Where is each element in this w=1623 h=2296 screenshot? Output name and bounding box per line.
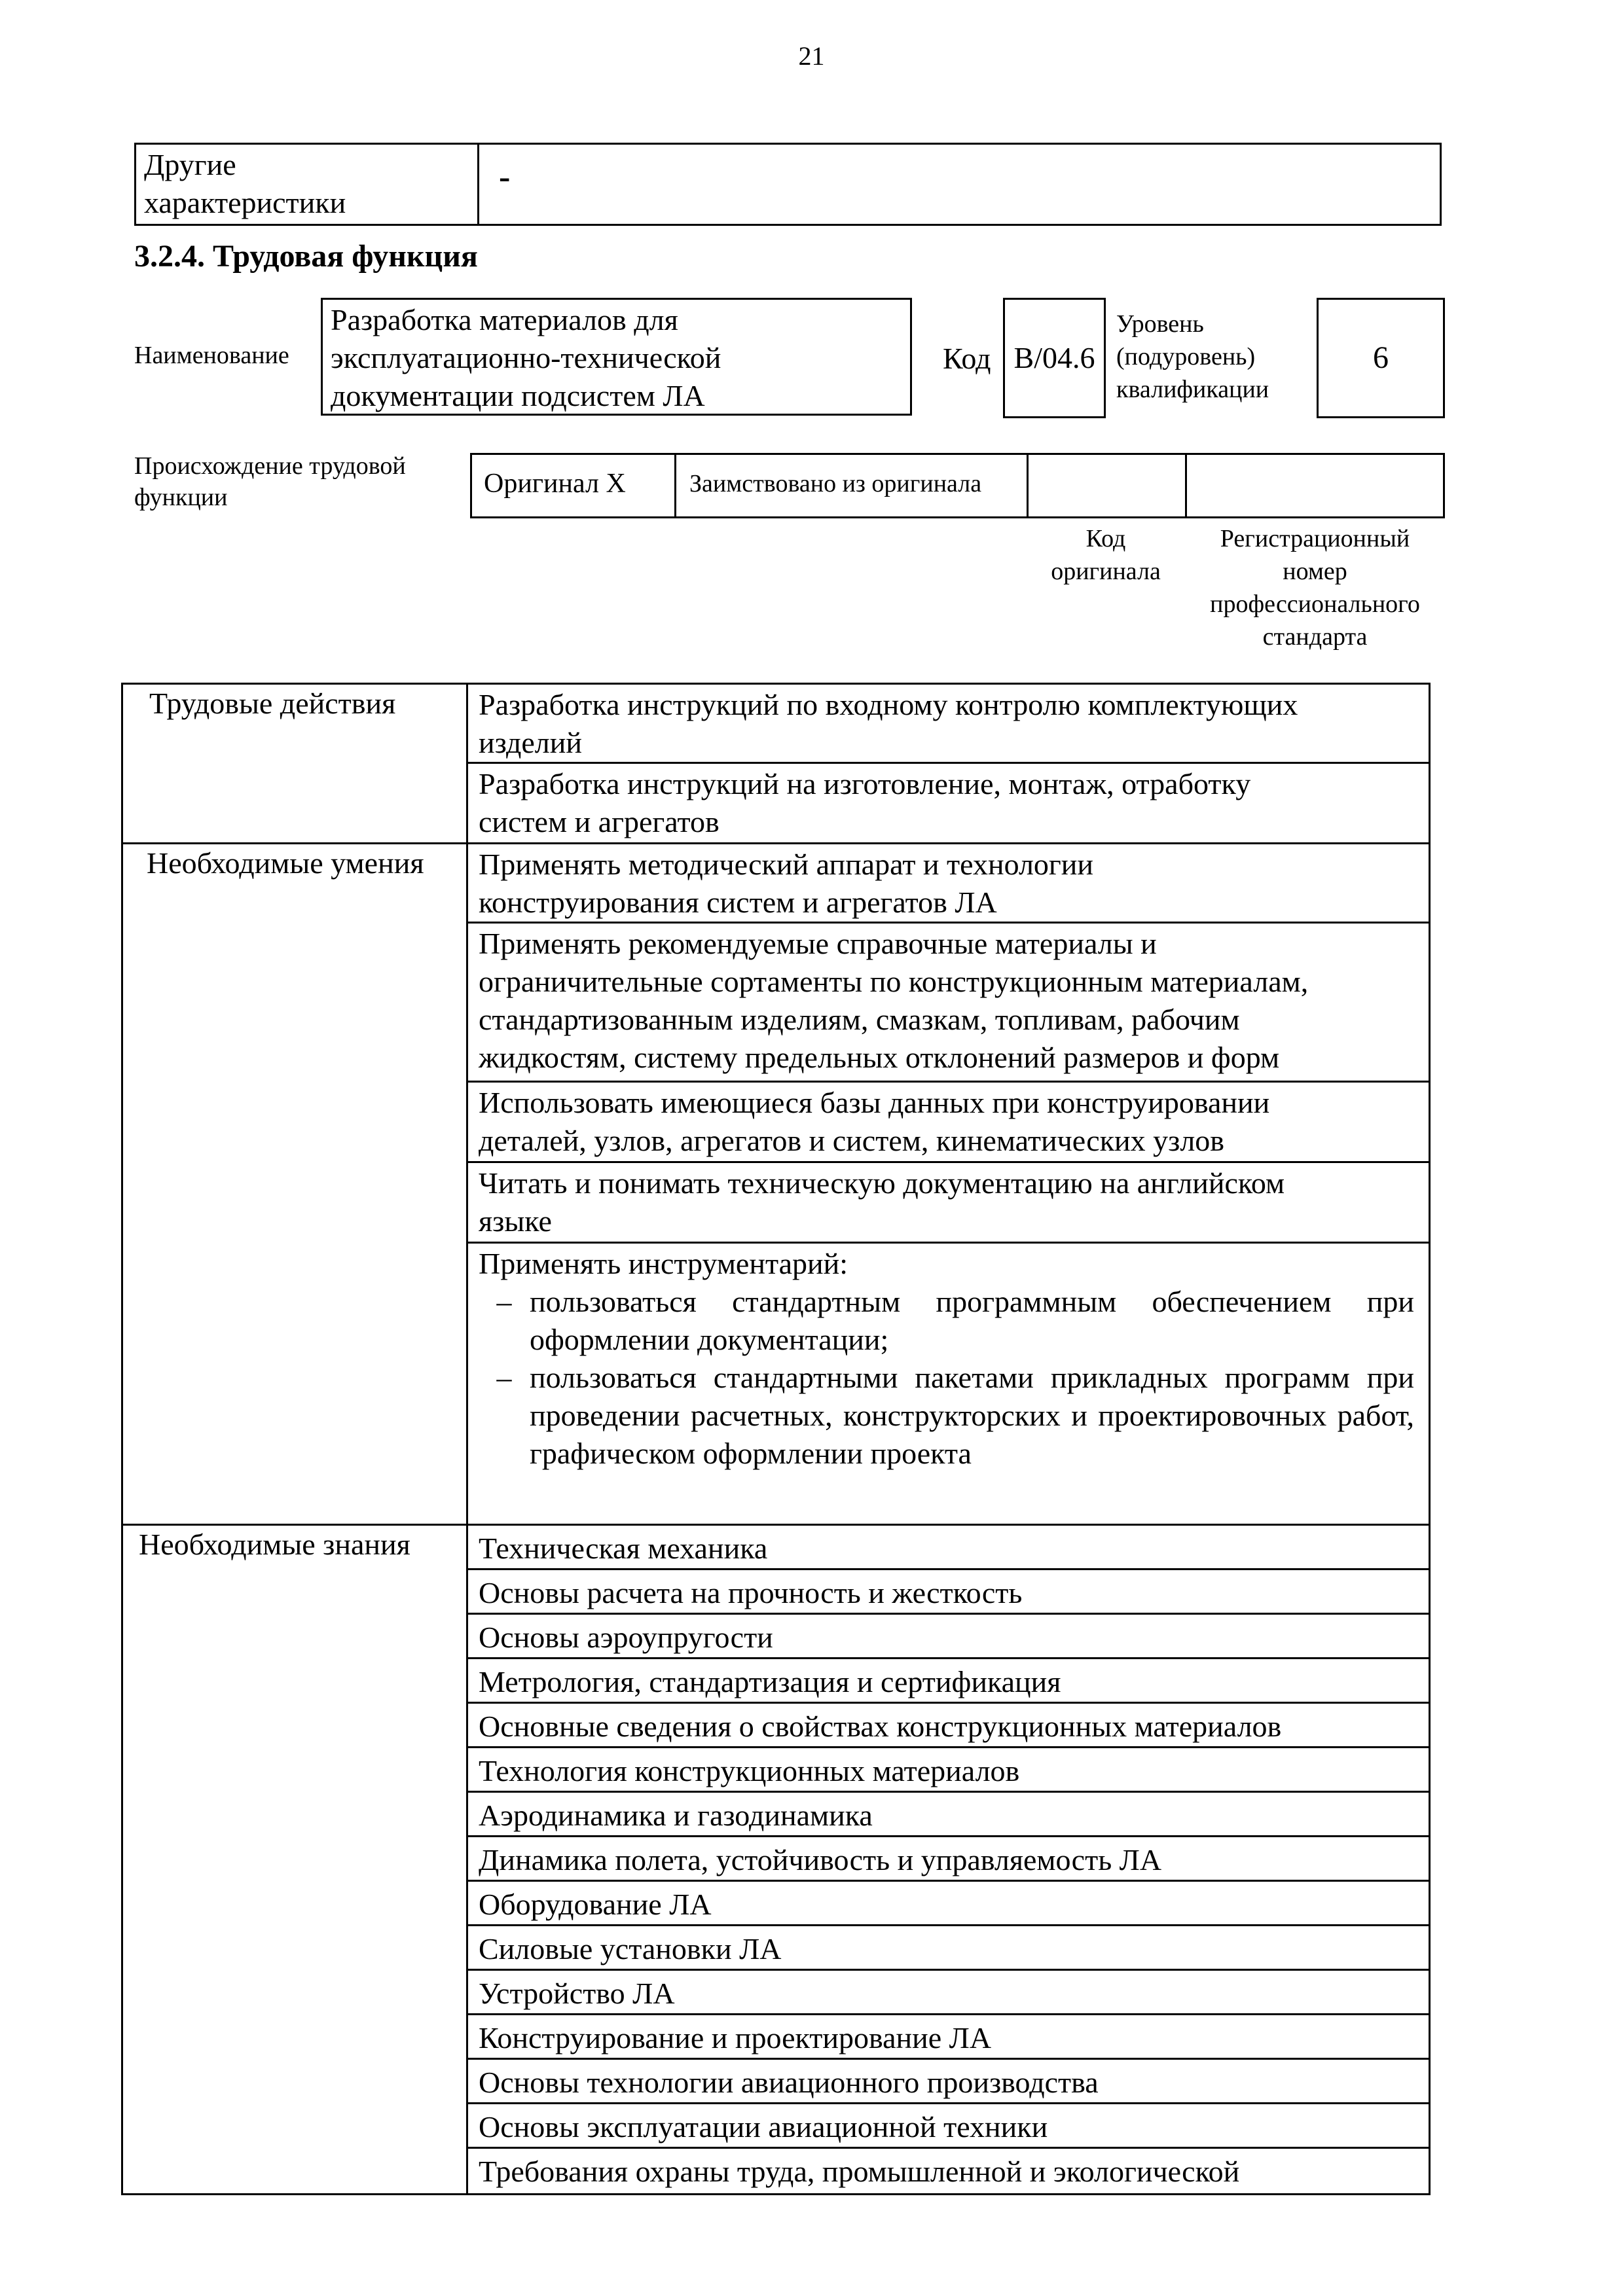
dash-marker: –: [496, 1361, 512, 1394]
caption-reg-number: Регистрационный номер профессионального стандарта: [1210, 525, 1420, 651]
origin-label: Происхождение трудовой функции: [134, 452, 406, 511]
list-item: Основы расчета на прочность и жесткость: [468, 1570, 1429, 1615]
table-row: [122, 684, 1430, 844]
tool-item: – пользоваться стандартным программным обеспечением при оформлении документации;: [479, 1283, 1414, 1359]
labor-function-table: [121, 683, 1431, 2195]
knowledge-list: [468, 1526, 1429, 2193]
other-characteristics-label: Другие характеристики: [136, 145, 479, 224]
list-item: Технология конструкционных материалов: [468, 1748, 1429, 1793]
list-item: Основы технологии авиационного производства: [468, 2060, 1429, 2104]
list-item: Разработка инструкций по входному контролю комплектующих изделий: [468, 685, 1429, 764]
list-item: Аэродинамика и газодинамика: [468, 1793, 1429, 1837]
code-value-box: [1003, 298, 1106, 418]
skills-cell: [467, 844, 1430, 1525]
list-item: Оборудование ЛА: [468, 1882, 1429, 1926]
origin-code-cell: [1029, 455, 1187, 516]
level-value: 6: [1373, 340, 1389, 375]
list-item: Конструирование и проектирование ЛА: [468, 2015, 1429, 2060]
section-title: 3.2.4. Трудовая функция: [134, 239, 478, 274]
list-item: Метрология, стандартизация и сертификация: [468, 1659, 1429, 1704]
level-value-box: [1317, 298, 1445, 418]
other-characteristics-value: -: [499, 158, 511, 196]
list-item: Читать и понимать техническую документацию на английском языке: [468, 1163, 1429, 1244]
origin-original-cell: Оригинал X: [472, 455, 676, 516]
list-item: Динамика полета, устойчивость и управляемость ЛА: [468, 1837, 1429, 1882]
level-label: Уровень (подуровень) квалификации: [1116, 310, 1269, 403]
list-item: Основы эксплуатации авиационной техники: [468, 2104, 1429, 2149]
code-label: Код: [943, 342, 991, 375]
function-name-line: Разработка материалов для: [331, 303, 678, 336]
caption-code-original: Код оригинала: [1051, 525, 1161, 585]
list-item: Использовать имеющиеся базы данных при конструировании деталей, узлов, агрегатов и систем, кинематических узлов: [468, 1083, 1429, 1163]
list-item: Применять инструментарий: – пользоваться стандартным программным обеспечением при оформлении документации; – пользоваться стандартными пакетами прикладных программ при проведении расчетных, конструкторских и проектировочных работ, графическом оформлении проекта: [468, 1244, 1429, 1524]
actions-cell: [467, 684, 1430, 844]
list-item: Разработка инструкций на изготовление, монтаж, отработку систем и агрегатов: [479, 767, 1251, 838]
list-item: Требования охраны труда, промышленной и экологической: [479, 2155, 1240, 2188]
dash-marker: –: [496, 1285, 512, 1318]
origin-reg-number-cell: [1187, 455, 1443, 516]
actions-label: Трудовые действия: [122, 684, 467, 844]
list-item: Применять рекомендуемые справочные материалы и ограничительные сортаменты по конструкционным материалам, стандартизованным изделиям, смазкам, топливам, рабочим жидкостям, систему предельных отклонений размеров и форм: [468, 924, 1429, 1083]
skills-label: Необходимые умения: [122, 844, 467, 1525]
function-name-line: документации подсистем ЛА: [331, 379, 705, 412]
list-item: Основные сведения о свойствах конструкционных материалов: [468, 1704, 1429, 1748]
list-item: Основы аэроупругости: [468, 1615, 1429, 1659]
code-value: B/04.6: [1013, 341, 1095, 374]
list-item: Применять методический аппарат и технологии конструирования систем и агрегатов ЛА: [468, 844, 1429, 924]
other-characteristics-table: [134, 143, 1442, 226]
knowledge-cell: [467, 1525, 1430, 2195]
table-row: [122, 844, 1430, 1525]
page-number: 21: [798, 41, 825, 71]
list-item: Устройство ЛА: [468, 1971, 1429, 2015]
origin-table: [470, 453, 1445, 518]
tool-item: – пользоваться стандартными пакетами прикладных программ при проведении расчетных, конструкторских и проектировочных работ, графическом оформлении проекта: [479, 1359, 1414, 1473]
function-name-box: [321, 298, 912, 416]
name-label: Наименование: [134, 342, 289, 369]
function-name-line: эксплуатационно-технической: [331, 341, 721, 374]
list-item: Силовые установки ЛА: [468, 1926, 1429, 1971]
table-row: [122, 1525, 1430, 2195]
knowledge-label: Необходимые знания: [122, 1525, 467, 2195]
origin-borrowed-cell: Заимствовано из оригинала: [676, 455, 1029, 516]
list-item: Техническая механика: [468, 1526, 1429, 1570]
